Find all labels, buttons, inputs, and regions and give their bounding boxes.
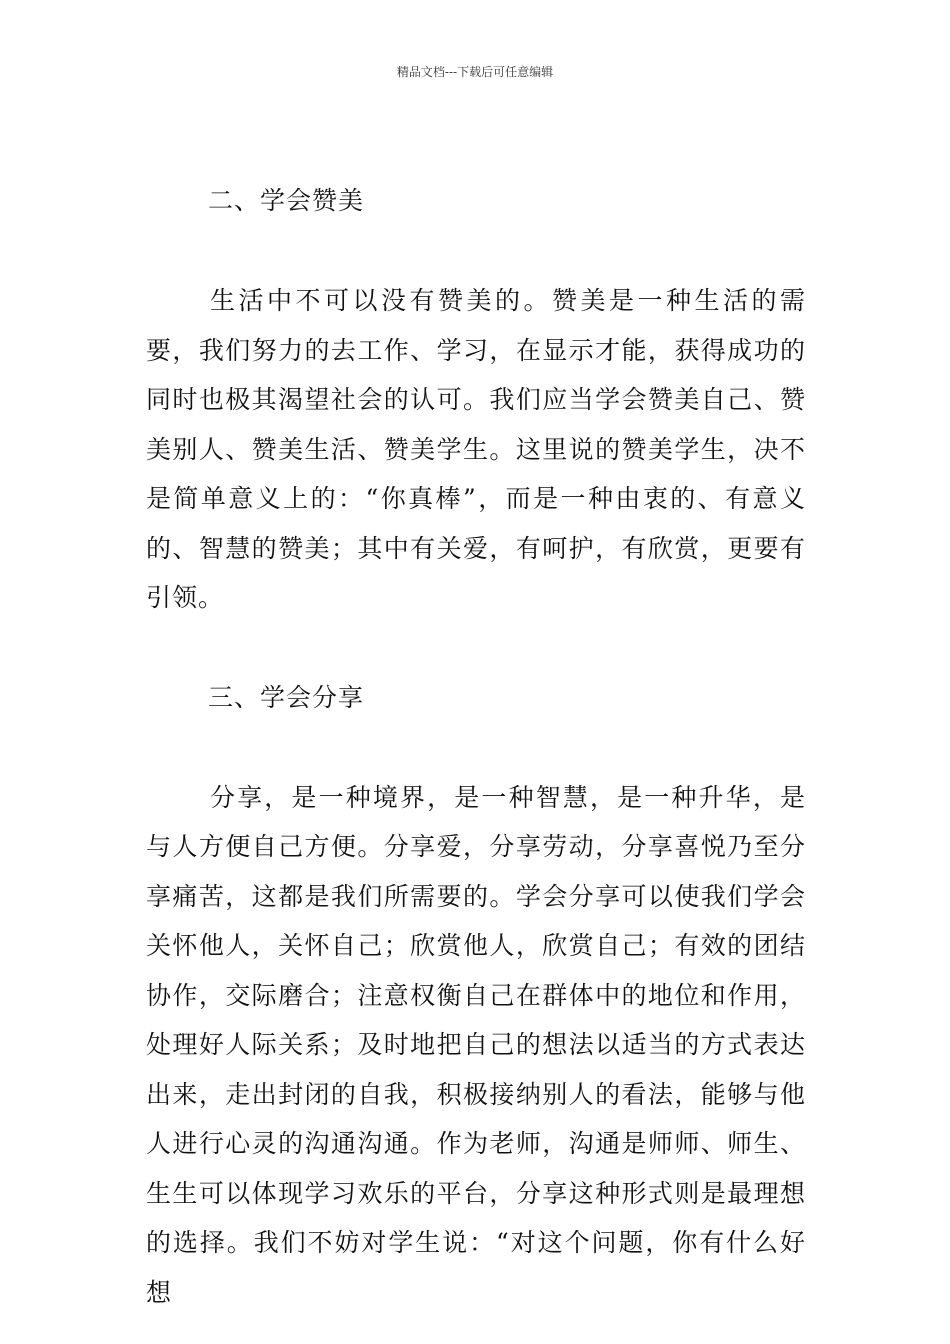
section-heading-sharing: 三、学会分享 [208, 682, 365, 712]
section-heading-praise: 二、学会赞美 [208, 186, 365, 215]
spacer [146, 623, 806, 673]
page-header: 精品文档---下载后可任意编辑 [396, 65, 554, 79]
spacer [146, 723, 806, 773]
section-paragraph-praise: 生活中不可以没有赞美的。赞美是一种生活的需要，我们努力的去工作、学习，在显示才能，获得成功的同时也极其渴望社会的认可。我们应当学会赞美自己、赞美别人、赞美生活、赞美学生。这里说的赞美学生，决不是简单意义上的：“你真棒”，而是一种由衷的、有意义的、智慧的赞美；其中有关爱，有呵护，有欣赏，更要有引领。 [146, 286, 806, 612]
document-body [146, 176, 806, 1317]
section-paragraph-sharing: 分享，是一种境界，是一种智慧，是一种升华，是与人方便自己方便。分享爱，分享劳动，分享喜悦乃至分享痛苦，这都是我们所需要的。学会分享可以使我们学会关怀他人，关怀自己；欣赏他人，欣赏自己；有效的团结协作，交际磨合；注意权衡自己在群体中的地位和作用，处理好人际关系；及时地把自己的想法以适当的方式表达出来，走出封闭的自我，积极接纳别人的看法，能够与他人进行心灵的沟通沟通。作为老师，沟通是师师、师生、生生可以体现学习欢乐的平台，分享这种形式则是最理想的选择。我们不妨对学生说：“对这个问题，你有什么好想 [146, 782, 806, 1307]
spacer [146, 226, 806, 276]
